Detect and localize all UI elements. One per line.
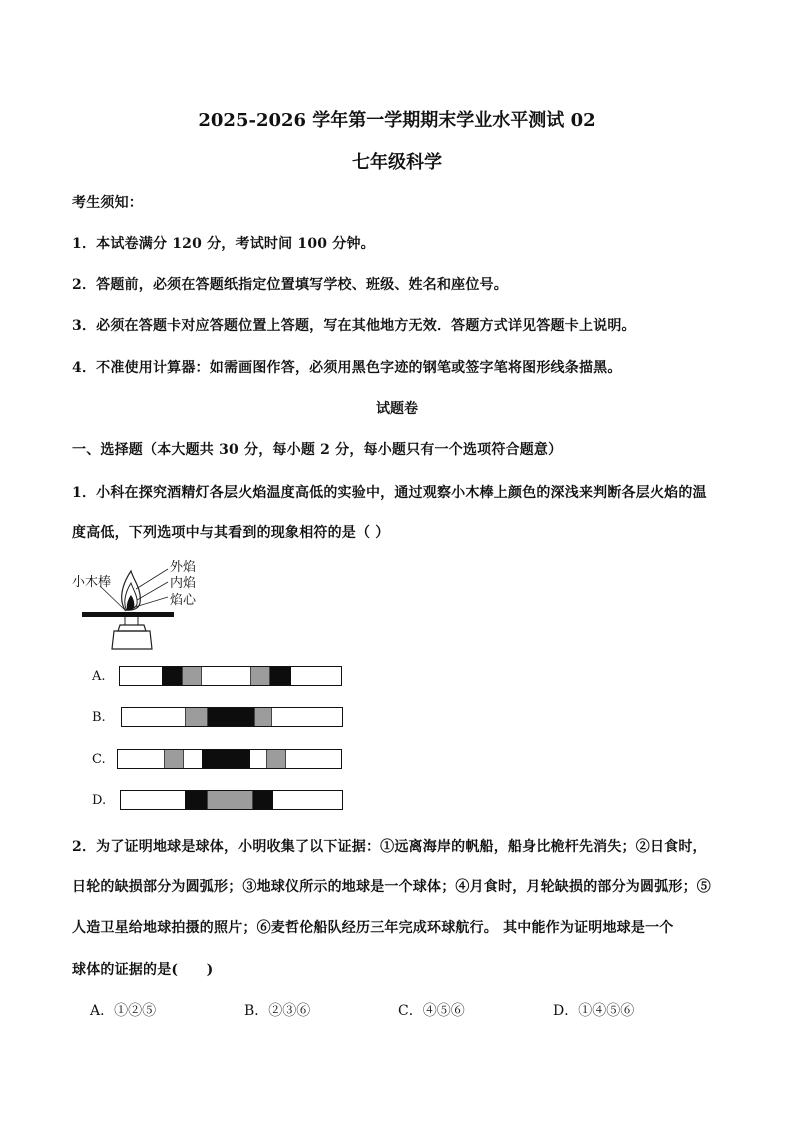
q1-option-d-label[interactable]: D. [92,793,107,808]
q1-option-a-strip[interactable] [119,666,342,686]
paper-label: 试题卷 [376,401,418,417]
notice-item-1: 1．本试卷满分 120 分，考试时间 100 分钟。 [72,236,375,252]
label-outer-flame: 外焰 [170,560,197,575]
label-stick: 小木棒 [72,575,112,590]
q1-option-c-strip[interactable] [117,749,342,769]
notice-item-4: 4．不准使用计算器：如需画图作答，必须用黑色字迹的钢笔或签字笔将图形线条描黑。 [72,360,622,376]
q1-option-b-label[interactable]: B. [92,710,106,725]
q2-text-line4: 球体的证据的是( ) [72,962,214,978]
q1-option-a-label[interactable]: A. [92,669,106,684]
label-flame-core: 焰心 [170,593,197,608]
label-inner-flame: 内焰 [170,576,197,591]
q1-option-c-label[interactable]: C. [92,752,106,767]
q2-choice-d[interactable]: D．①④⑤⑥ [553,1003,635,1019]
notice-item-3: 3．必须在答题卡对应答题位置上答题，写在其他地方无效．答题方式详见答题卡上说明。 [72,318,636,334]
q2-choice-c[interactable]: C．④⑤⑥ [398,1003,465,1019]
q1-option-d-strip[interactable] [120,790,343,810]
section-heading: 一、选择题（本大题共 30 分，每小题 2 分，每小题只有一个选项符合题意） [72,442,563,458]
notice-item-2: 2．答题前，必须在答题纸指定位置填写学校、班级、姓名和座位号。 [72,277,508,293]
exam-subtitle: 七年级科学 [352,152,442,173]
notice-heading: 考生须知： [72,195,143,211]
q2-text-line1: 2．为了证明地球是球体，小明收集了以下证据：①远离海岸的帆船，船身比桅杆先消失；②日食时， [72,839,707,855]
q2-choice-a[interactable]: A．①②⑤ [90,1003,157,1019]
q1-text-line1: 1．小科在探究酒精灯各层火焰温度高低的实验中，通过观察小木棒上颜色的深浅来判断各层火焰的温 [72,485,707,501]
exam-title: 2025-2026 学年第一学期期末学业水平测试 02 [198,110,596,131]
q1-option-b-strip[interactable] [121,707,343,727]
q2-choice-b[interactable]: B．②③⑥ [244,1003,311,1019]
q2-text-line2: 日轮的缺损部分为圆弧形；③地球仪所示的地球是一个球体；④月食时，月轮缺损的部分为圆弧形；⑤ [72,879,711,895]
q1-text-line2: 度高低，下列选项中与其看到的现象相符的是（ ） [72,525,390,541]
q2-text-line3: 人造卫星给地球拍摄的照片；⑥麦哲伦船队经历三年完成环球航行。 其中能作为证明地球是一个 [72,920,674,936]
